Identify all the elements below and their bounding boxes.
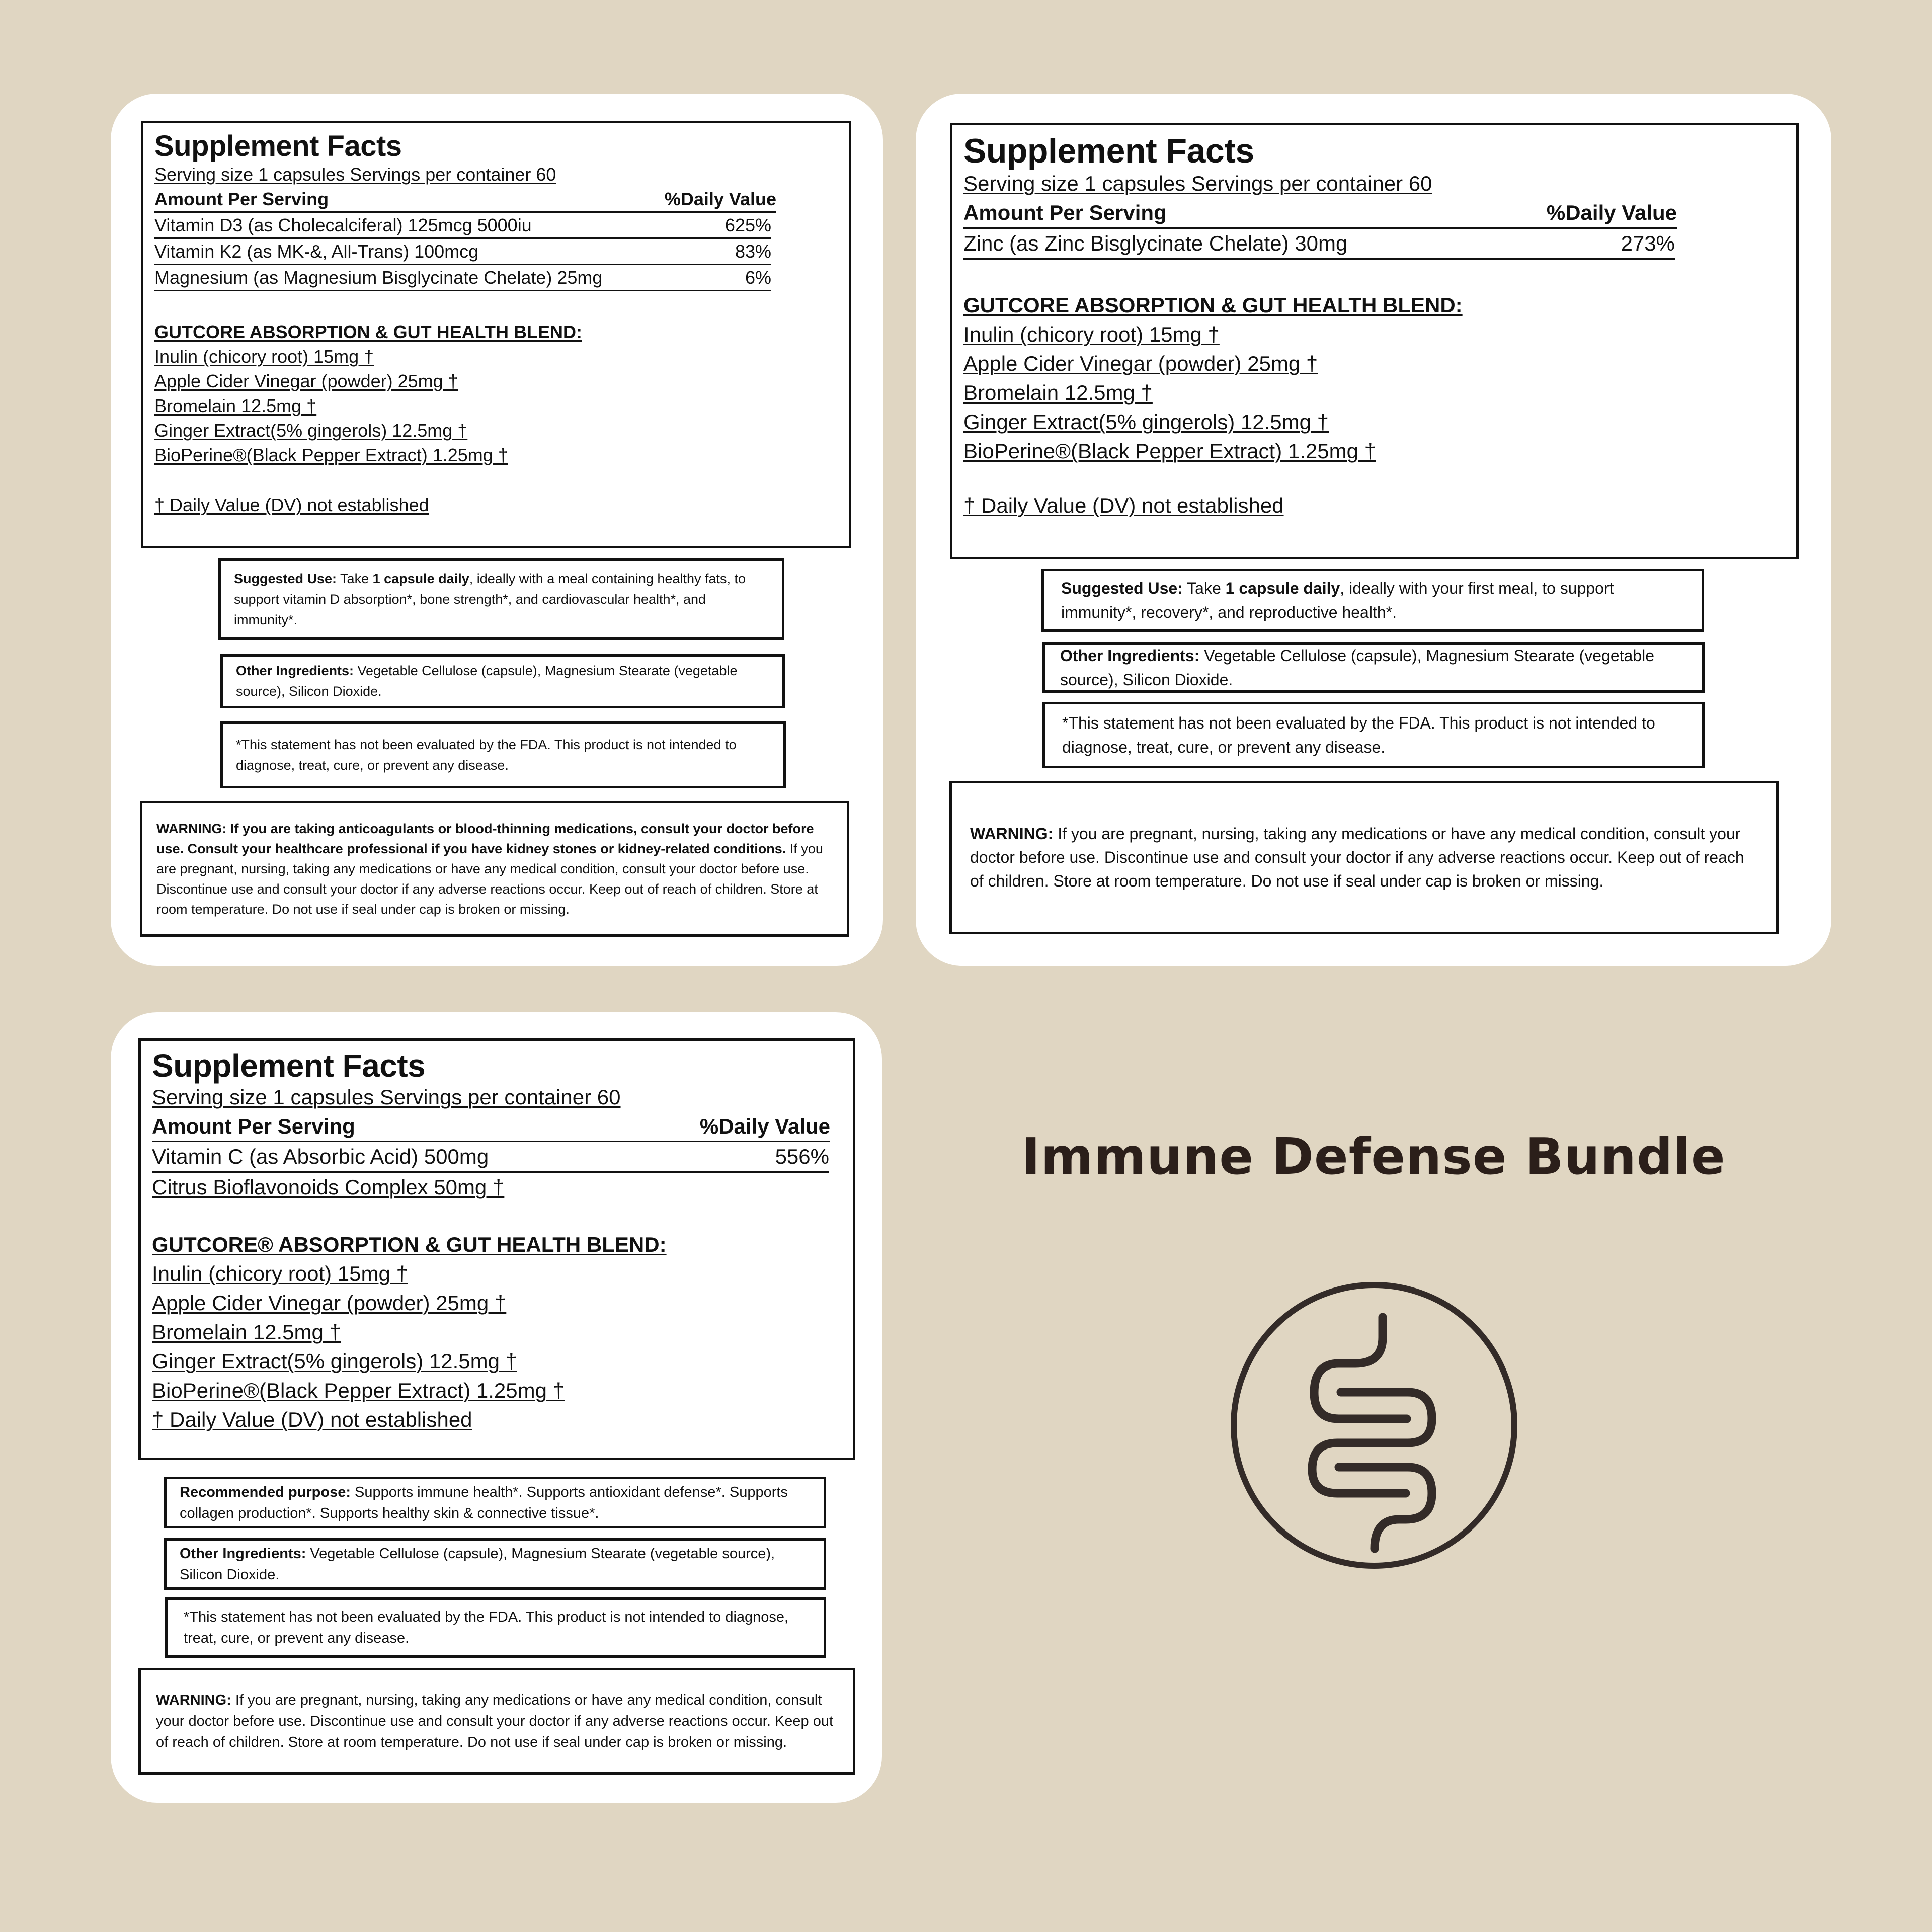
intestine-gut-icon bbox=[1226, 1277, 1522, 1574]
blend-item: Inulin (chicory root) 15mg † bbox=[963, 323, 1220, 347]
other-ingredients-label: Other Ingredients: bbox=[236, 663, 354, 678]
blend-item: Apple Cider Vinegar (powder) 25mg † bbox=[154, 370, 458, 391]
suggested-use-text: , ideally with a meal containing healthy fats, to support vitamin D absorption*, bone strength*, and cardiovascular health*, and immunity*. bbox=[234, 571, 746, 627]
blend-item: Apple Cider Vinegar (powder) 25mg † bbox=[152, 1291, 507, 1315]
fda-disclaimer-text: *This statement has not been evaluated by the FDA. This product is not intended to diagnose, treat, cure, or prevent any disease. bbox=[236, 737, 737, 773]
fda-disclaimer-box bbox=[165, 1597, 826, 1658]
daily-value-header: %Daily Value bbox=[664, 188, 776, 209]
citrus-bioflavonoids-item: Citrus Bioflavonoids Complex 50mg † bbox=[152, 1175, 505, 1199]
blend-title: GUTCORE ABSORPTION & GUT HEALTH BLEND: bbox=[154, 321, 582, 342]
suggested-use-text: , ideally with your first meal, to support immunity*, recovery*, and reproductive health*. bbox=[1061, 579, 1614, 621]
serving-info: Serving size 1 capsules Servings per container 60 bbox=[963, 172, 1432, 196]
dose-text: 1 capsule daily bbox=[1225, 579, 1340, 597]
supplement-facts-panel bbox=[950, 123, 1799, 559]
blend-item: Ginger Extract(5% gingerols) 12.5mg † bbox=[154, 420, 468, 441]
other-ingredients-box bbox=[1042, 642, 1705, 693]
nutrient-name: Vitamin D3 (as Cholecalciferal) 125mcg 5000iu bbox=[154, 214, 532, 235]
blend-item: BioPerine®(Black Pepper Extract) 1.25mg † bbox=[963, 439, 1376, 463]
facts-title: Supplement Facts bbox=[154, 130, 402, 163]
nutrient-name: Vitamin C (as Absorbic Acid) 500mg bbox=[152, 1145, 489, 1169]
blend-title: GUTCORE ABSORPTION & GUT HEALTH BLEND: bbox=[963, 293, 1463, 317]
suggested-use-box: Suggested Use: Take 1 capsule daily, ideally with your first meal, to support immunity*, recovery*, and reproductive health*. bbox=[1041, 569, 1704, 632]
nutrient-row bbox=[152, 1142, 829, 1173]
blend-item: Bromelain 12.5mg † bbox=[963, 381, 1153, 405]
supplement-card-vitamin-c bbox=[111, 1012, 882, 1803]
blend-item: Bromelain 12.5mg † bbox=[154, 395, 317, 416]
dv-footnote: † Daily Value (DV) not established bbox=[963, 494, 1284, 518]
nutrient-name: Zinc (as Zinc Bisglycinate Chelate) 30mg bbox=[963, 231, 1348, 256]
amount-per-serving-header: Amount Per Serving bbox=[152, 1114, 355, 1139]
facts-header-row bbox=[963, 198, 1677, 229]
nutrient-dv: 273% bbox=[1621, 231, 1675, 256]
fda-disclaimer-box bbox=[1042, 702, 1705, 768]
nutrient-dv: 83% bbox=[735, 240, 771, 262]
suggested-use-label: Suggested Use: bbox=[234, 571, 337, 586]
other-ingredients-text: Vegetable Cellulose (capsule), Magnesium Stearate (vegetable source), Silicon Dioxide. bbox=[236, 663, 738, 699]
supplement-card-zinc bbox=[916, 94, 1831, 966]
recommended-purpose-box bbox=[164, 1477, 826, 1528]
nutrient-name: Magnesium (as Magnesium Bisglycinate Chelate) 25mg bbox=[154, 267, 603, 288]
amount-per-serving-header: Amount Per Serving bbox=[963, 201, 1167, 225]
warning-bold-text: If you are taking anticoagulants or blood-thinning medications, consult your doctor before use. Consult your healthcare professional if you have kidney stones or kidney-related conditions. bbox=[156, 821, 814, 856]
fda-disclaimer-text: *This statement has not been evaluated by the FDA. This product is not intended to diagnose, treat, cure, or prevent any disease. bbox=[184, 1609, 789, 1646]
daily-value-header: %Daily Value bbox=[699, 1114, 830, 1139]
warning-box bbox=[138, 1668, 855, 1775]
blend-item: Ginger Extract(5% gingerols) 12.5mg † bbox=[963, 410, 1329, 434]
nutrient-dv: 6% bbox=[745, 267, 771, 288]
nutrient-dv: 556% bbox=[775, 1145, 829, 1169]
dv-footnote: † Daily Value (DV) not established bbox=[152, 1408, 472, 1432]
recommended-purpose-text: Supports immune health*. Supports antioxidant defense*. Supports collagen production*. Supports healthy skin & connective tissue*. bbox=[180, 1484, 788, 1521]
warning-box bbox=[140, 801, 849, 937]
daily-value-header: %Daily Value bbox=[1546, 201, 1677, 225]
bundle-title: Immune Defense Bundle bbox=[1021, 1127, 1726, 1186]
nutrient-row bbox=[154, 239, 771, 265]
warning-label: WARNING: bbox=[970, 825, 1054, 843]
blend-title: GUTCORE® ABSORPTION & GUT HEALTH BLEND: bbox=[152, 1233, 667, 1257]
facts-title: Supplement Facts bbox=[152, 1048, 426, 1084]
warning-text: If you are pregnant, nursing, taking any medications or have any medical condition, consult your doctor before use. Discontinue use and consult your doctor if any adverse reactions occur. Keep out of reach of children. Store at room temperature. Do not use if seal under cap is broken or missing. bbox=[156, 841, 823, 917]
nutrient-name: Vitamin K2 (as MK-&, All-Trans) 100mcg bbox=[154, 240, 479, 262]
blend-item: Inulin (chicory root) 15mg † bbox=[154, 346, 374, 367]
recommended-purpose-label: Recommended purpose: bbox=[180, 1484, 351, 1500]
blend-item: BioPerine®(Black Pepper Extract) 1.25mg † bbox=[152, 1379, 565, 1403]
other-ingredients-label: Other Ingredients: bbox=[1060, 647, 1200, 665]
serving-info: Serving size 1 capsules Servings per container 60 bbox=[152, 1085, 621, 1109]
warning-label: WARNING: bbox=[156, 821, 227, 836]
suggested-use-label: Suggested Use: bbox=[1061, 579, 1183, 597]
other-ingredients-box bbox=[164, 1538, 826, 1590]
other-ingredients-text: Vegetable Cellulose (capsule), Magnesium Stearate (vegetable source), Silicon Dioxide. bbox=[1060, 647, 1654, 689]
fda-disclaimer-box bbox=[220, 721, 786, 788]
blend-item: Bromelain 12.5mg † bbox=[152, 1320, 341, 1344]
facts-title: Supplement Facts bbox=[963, 132, 1254, 170]
dv-footnote: † Daily Value (DV) not established bbox=[154, 494, 429, 515]
supplement-facts-panel bbox=[138, 1038, 855, 1460]
warning-text: If you are pregnant, nursing, taking any medications or have any medical condition, consult your doctor before use. Discontinue use and consult your doctor if any adverse reactions occur. Keep out of reach of children. Store at room temperature. Do not use if seal under cap is broken or missing. bbox=[970, 825, 1744, 890]
nutrient-dv: 625% bbox=[725, 214, 771, 235]
warning-box bbox=[949, 781, 1779, 934]
supplement-card-vitamin-d3-k2 bbox=[111, 94, 883, 966]
supplement-facts-panel bbox=[141, 121, 851, 548]
blend-item: Inulin (chicory root) 15mg † bbox=[152, 1262, 408, 1286]
facts-header-row bbox=[154, 187, 776, 213]
blend-item: BioPerine®(Black Pepper Extract) 1.25mg † bbox=[154, 444, 508, 465]
other-ingredients-text: Vegetable Cellulose (capsule), Magnesium Stearate (vegetable source), Silicon Dioxide. bbox=[180, 1545, 775, 1583]
blend-item: Apple Cider Vinegar (powder) 25mg † bbox=[963, 352, 1318, 376]
blend-item: Ginger Extract(5% gingerols) 12.5mg † bbox=[152, 1349, 517, 1374]
amount-per-serving-header: Amount Per Serving bbox=[154, 188, 329, 209]
fda-disclaimer-text: *This statement has not been evaluated by the FDA. This product is not intended to diagnose, treat, cure, or prevent any disease. bbox=[1062, 714, 1655, 756]
facts-header-row bbox=[152, 1112, 830, 1142]
suggested-use-box: Suggested Use: Take 1 capsule daily, ideally with a meal containing healthy fats, to support vitamin D absorption*, bone strength*, and cardiovascular health*, and immunity*. bbox=[218, 558, 784, 640]
other-ingredients-box bbox=[220, 654, 785, 708]
warning-label: WARNING: bbox=[156, 1692, 231, 1708]
nutrient-row bbox=[963, 229, 1675, 260]
other-ingredients-label: Other Ingredients: bbox=[180, 1545, 306, 1562]
dose-text: 1 capsule daily bbox=[372, 571, 469, 586]
nutrient-row bbox=[154, 265, 771, 291]
warning-text: If you are pregnant, nursing, taking any medications or have any medical condition, consult your doctor before use. Discontinue use and consult your doctor if any adverse reactions occur. Keep out of reach of children. Store at room temperature. Do not use if seal under cap is broken or missing. bbox=[156, 1692, 834, 1750]
serving-info: Serving size 1 capsules Servings per container 60 bbox=[154, 164, 556, 185]
nutrient-row bbox=[154, 213, 771, 239]
